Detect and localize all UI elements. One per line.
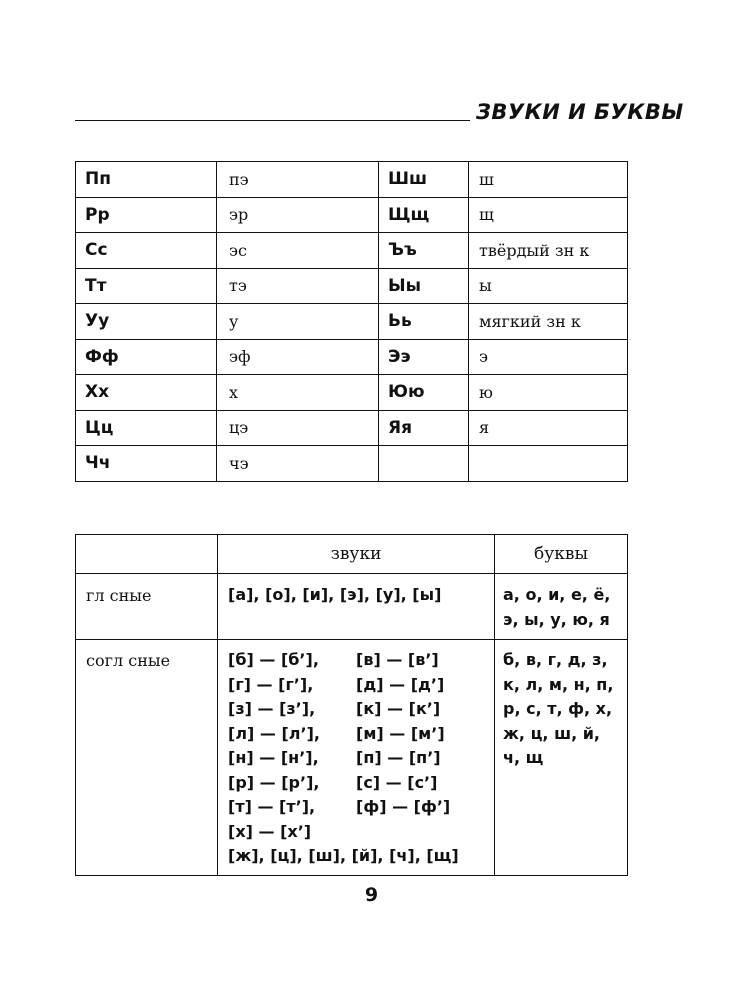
alphabet-row: [76, 375, 628, 411]
consonant-pair-right: [м] — [м’]: [356, 723, 445, 743]
consonant-pair-right: [в] — [в’]: [356, 650, 439, 669]
consonant-sound-line: [ж], [ц], [ш], [й], [ч], [щ]: [228, 846, 459, 865]
vowels-row: [76, 574, 628, 640]
alphabet-row: [76, 304, 628, 340]
letter-pair: Пп: [76, 162, 217, 198]
consonant-pair-left: [з] — [з’],: [228, 699, 316, 718]
letter-pair: Уу: [76, 304, 217, 340]
consonant-pair-line: [228, 771, 494, 796]
consonant-pair-left: [т] — [т’],: [228, 797, 316, 816]
letter-name: твёрдый зн к: [469, 233, 628, 269]
letter-name: щ: [469, 197, 628, 233]
alphabet-row: [76, 162, 628, 198]
letter-name: мягкий зн к: [469, 304, 628, 340]
header-empty-cell: [76, 535, 218, 574]
alphabet-table: [75, 161, 628, 482]
letter-pair: Ыы: [379, 268, 469, 304]
letter-pair: Сс: [76, 233, 217, 269]
letter-pair: Тт: [76, 268, 217, 304]
letter-name: ы: [469, 268, 628, 304]
letter-pair: Чч: [76, 446, 217, 482]
running-header-title: ЗВУКИ И БУКВЫ: [476, 100, 684, 124]
consonant-pair-left: [б] — [б’],: [228, 650, 319, 669]
letter-name: ш: [469, 162, 628, 198]
consonant-letters-line: р, с, т, ф, х,: [503, 699, 613, 718]
vowel-letters: [495, 574, 628, 640]
vowel-letters-line: э, ы, у, ю, я: [503, 609, 610, 629]
consonant-letters-line: ж, ц, ш, й,: [503, 723, 601, 743]
letter-name: [469, 446, 628, 482]
consonant-pair-line: [228, 648, 494, 673]
consonants-label: согл сные: [76, 640, 218, 876]
letter-name: эф: [217, 339, 379, 375]
header-sounds: звуки: [218, 535, 495, 574]
consonant-pair-line: [228, 722, 494, 747]
letter-name: эс: [217, 233, 379, 269]
consonant-pair-right: [п] — [п’]: [356, 748, 441, 767]
letter-pair: Ъъ: [379, 233, 469, 269]
letter-pair: Юю: [379, 375, 469, 411]
sounds-letters-table: [75, 534, 628, 876]
letter-pair: Ьь: [379, 304, 469, 340]
letter-name: эр: [217, 197, 379, 233]
alphabet-row: [76, 233, 628, 269]
consonant-pair-line: [228, 697, 494, 722]
consonant-sound-line: [х] — [х’]: [228, 821, 312, 841]
letter-name: чэ: [217, 446, 379, 482]
consonant-pair-right: [с] — [с’]: [356, 772, 438, 792]
consonant-pair-left: [л] — [л’],: [228, 723, 320, 743]
vowels-label: гл сные: [76, 574, 218, 640]
letter-pair: Цц: [76, 410, 217, 446]
letter-pair: [379, 446, 469, 482]
letter-pair: Рр: [76, 197, 217, 233]
consonant-letters: [495, 640, 628, 876]
consonant-pair-line: [228, 795, 494, 820]
letter-name: э: [469, 339, 628, 375]
letter-pair: Ээ: [379, 339, 469, 375]
letter-name: я: [469, 410, 628, 446]
sounds-table-header-row: [76, 535, 628, 574]
vowel-sounds: [а], [о], [и], [э], [у], [ы]: [218, 574, 495, 640]
consonant-pair-right: [ф] — [ф’]: [356, 797, 451, 816]
page-number: 9: [364, 884, 379, 906]
consonant-pair-line: [228, 746, 494, 771]
letter-pair: Шш: [379, 162, 469, 198]
letter-pair: Хх: [76, 375, 217, 411]
letter-name: тэ: [217, 268, 379, 304]
alphabet-row: [76, 446, 628, 482]
letter-name: цэ: [217, 410, 379, 446]
consonant-pair-left: [г] — [г’],: [228, 674, 314, 694]
letter-name: пэ: [217, 162, 379, 198]
consonant-letters-line: б, в, г, д, з,: [503, 650, 608, 669]
header-rule: [75, 120, 470, 121]
consonant-letters-line: ч, щ: [503, 748, 544, 767]
alphabet-row: [76, 410, 628, 446]
consonant-letters-line: к, л, м, н, п,: [503, 674, 614, 694]
letter-name: ю: [469, 375, 628, 411]
consonants-row: [76, 640, 628, 876]
consonant-pair-line: [228, 673, 494, 698]
letter-pair: Щщ: [379, 197, 469, 233]
letter-name: х: [217, 375, 379, 411]
consonant-pair-left: [н] — [н’],: [228, 748, 319, 767]
header-letters: буквы: [495, 535, 628, 574]
alphabet-row: [76, 339, 628, 375]
vowel-letters-line: а, о, и, е, ё,: [503, 585, 611, 604]
letter-name: у: [217, 304, 379, 340]
alphabet-row: [76, 268, 628, 304]
consonant-pair-right: [д] — [д’]: [356, 674, 445, 694]
letter-pair: Яя: [379, 410, 469, 446]
alphabet-row: [76, 197, 628, 233]
letter-pair: Фф: [76, 339, 217, 375]
consonant-pair-right: [к] — [к’]: [356, 699, 441, 718]
consonant-pair-left: [р] — [р’],: [228, 772, 320, 792]
consonant-sounds: [218, 640, 495, 876]
